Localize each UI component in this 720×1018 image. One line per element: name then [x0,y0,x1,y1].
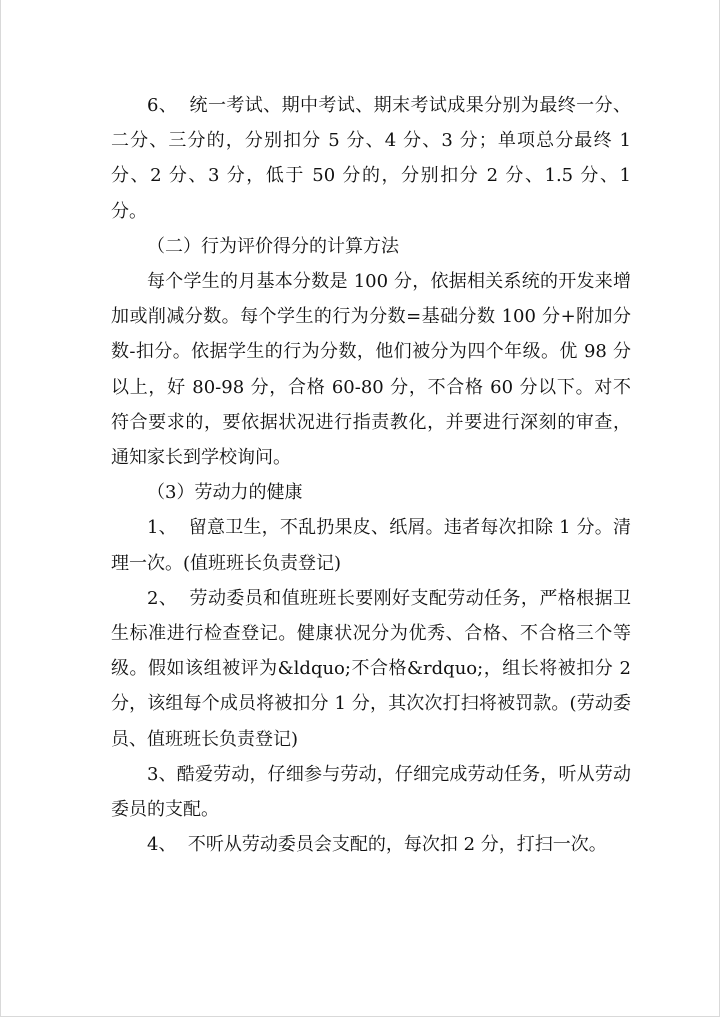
section-heading-behavior-score: （二）行为评价得分的计算方法 [147,235,399,257]
paragraph-labor-rule-2: 2、 劳动委员和值班班长要刚好支配劳动任务，严格根据卫生标准进行检查登记。健康状况分为优秀、合格、不合格三个等级。假如该组被评为&ldquo;不合格&rdquo;，组长将被扣分 2 分，该组每个成员将被扣分 1 分，其次次打扫将被罚款。(劳动委员、值班班长负责登记) [111,587,637,750]
paragraph-behavior-score: 每个学生的月基本分数是 100 分，依据相关系统的开发来增加或削减分数。每个学生的行为分数=基础分数 100 分+附加分数-扣分。依据学生的行为分数，他们被分为四个年级。优 98 分以上，好 80-98 分，合格 60-80 分，不合格 60 分以下。对不符合要求的，要依据状况进行指责教化，并要进行深刻的审查，通知家长到学校询问。 [111,271,631,469]
section-heading-labor-health: （3）劳动力的健康 [147,482,303,504]
paragraph-labor-rule-4: 4、 不听从劳动委员会支配的，每次扣 2 分，打扫一次。 [147,834,607,856]
document-body [111,88,637,862]
paragraph-labor-rule-3: 3、酷爱劳动，仔细参与劳动，仔细完成劳动任务，听从劳动委员的支配。 [111,763,631,821]
paragraph-exam-deductions: 6、 统一考试、期中考试、期末考试成果分别为最终一分、二分、三分的，分别扣分 5 分、4 分、3 分；单项总分最终 1 分、2 分、3 分，低于 50 分的，分别扣分 2 分、1.5 分、1 分。 [111,95,637,222]
paragraph-labor-rule-1: 1、 留意卫生，不乱扔果皮、纸屑。违者每次扣除 1 分。清理一次。(值班班长负责登记) [111,517,631,574]
